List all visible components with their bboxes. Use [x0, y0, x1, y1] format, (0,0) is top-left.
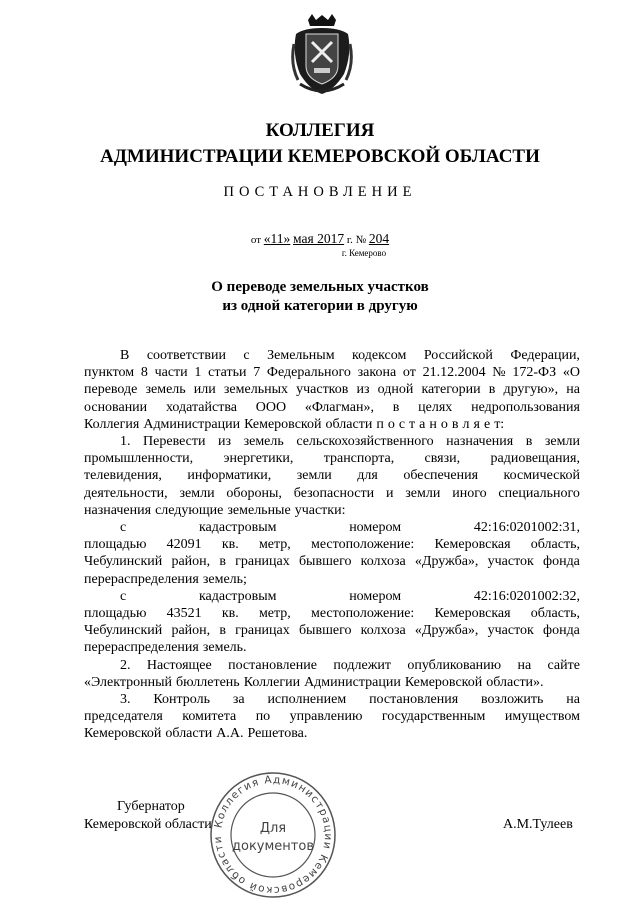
stamp-center-line2: документов	[232, 839, 314, 854]
text-line: «Электронный бюллетень Коллегии Администрации Кемеровской области».	[84, 674, 544, 690]
header-title-line1: КОЛЛЕГИЯ	[265, 120, 375, 141]
paragraph-item-1	[84, 433, 580, 519]
date-month-year: мая 2017	[293, 231, 345, 246]
paragraph-item-2	[84, 657, 580, 691]
date-close-quote: »	[283, 231, 291, 246]
signatory-title-line1: Губернатор	[117, 799, 185, 814]
paragraph-preamble	[84, 347, 580, 433]
paragraph-parcel-31	[84, 519, 580, 588]
stamp-ring-text: Коллегия Администрации Кемеровской области	[211, 773, 335, 897]
signatory-name: А.М.Тулеев	[503, 817, 573, 832]
text-line: перераспределения земель;	[84, 571, 247, 587]
document-body	[84, 347, 580, 743]
date-open-quote: «	[263, 231, 271, 246]
text-line: 1. Перевести из земель сельскохозяйственного назначения в земли	[120, 434, 580, 450]
subject-line2: из одной категории в другую	[222, 298, 418, 314]
stamp-center-line1: Для	[259, 821, 287, 836]
document-number: 204	[368, 231, 390, 246]
date-prefix: от	[250, 234, 262, 246]
text-line: деятельности, земли обороны, безопасности и земли иного специального	[84, 485, 580, 501]
text-line: площадью 43521 кв. метр, местоположение: Кемеровская область,	[84, 606, 580, 622]
date-day: 11	[270, 231, 284, 246]
text-line: площадью 42091 кв. метр, местоположение: Кемеровская область,	[84, 537, 580, 553]
text-line: основании ходатайства ООО «Флагман», в целях недропользования	[84, 399, 580, 415]
date-year-suffix: г.	[346, 234, 353, 246]
coat-of-arms-emblem	[290, 14, 354, 96]
text-line: 3. Контроль за исполнением постановления возложить на	[120, 692, 580, 708]
text-line: промышленности, энергетики, транспорта, связи, радиовещания,	[84, 451, 580, 467]
text-line: Чебулинский район, в границах бывшего колхоза «Дружба», участок фонда	[84, 623, 580, 639]
subject-line1: О переводе земельных участков	[211, 279, 429, 295]
text-line: В соответствии с Земельным кодексом Российской Федерации,	[120, 348, 580, 363]
text-line: переводе земель или земельных участков из одной категории в другую», на	[84, 382, 580, 398]
text-line: назначения следующие земельные участки:	[84, 502, 346, 518]
number-sign: №	[355, 234, 367, 246]
text-line: Кемеровской области А.А. Решетова.	[84, 726, 308, 742]
text-line: пунктом 8 части 1 статьи 7 Федерального закона от 21.12.2004 № 172-ФЗ «О	[84, 365, 580, 381]
date-line	[0, 231, 640, 247]
official-stamp	[208, 770, 338, 900]
city: г. Кемерово	[341, 248, 387, 258]
text-line: с кадастровым номером 42:16:0201002:32,	[120, 588, 580, 604]
text-line: с кадастровым номером 42:16:0201002:31,	[120, 520, 580, 536]
document-type: ПОСТАНОВЛЕНИЕ	[223, 184, 417, 200]
text-line: телевидения, информатики, земли для обеспечения космической	[84, 468, 580, 484]
paragraph-item-3	[84, 691, 580, 743]
header-title-line2: АДМИНИСТРАЦИИ КЕМЕРОВСКОЙ ОБЛАСТИ	[100, 146, 540, 167]
signatory-title-line2: Кемеровской области	[84, 817, 212, 832]
text-line: Коллегия Администрации Кемеровской области п о с т а н о в л я е т:	[84, 416, 505, 432]
text-line: председателя комитета по управлению государственным имуществом	[84, 709, 580, 725]
text-line: Чебулинский район, в границах бывшего колхоза «Дружба», участок фонда	[84, 554, 580, 570]
text-line: перераспределения земель.	[84, 640, 247, 656]
text-line: 2. Настоящее постановление подлежит опубликованию на сайте	[120, 657, 580, 673]
paragraph-parcel-32	[84, 588, 580, 657]
